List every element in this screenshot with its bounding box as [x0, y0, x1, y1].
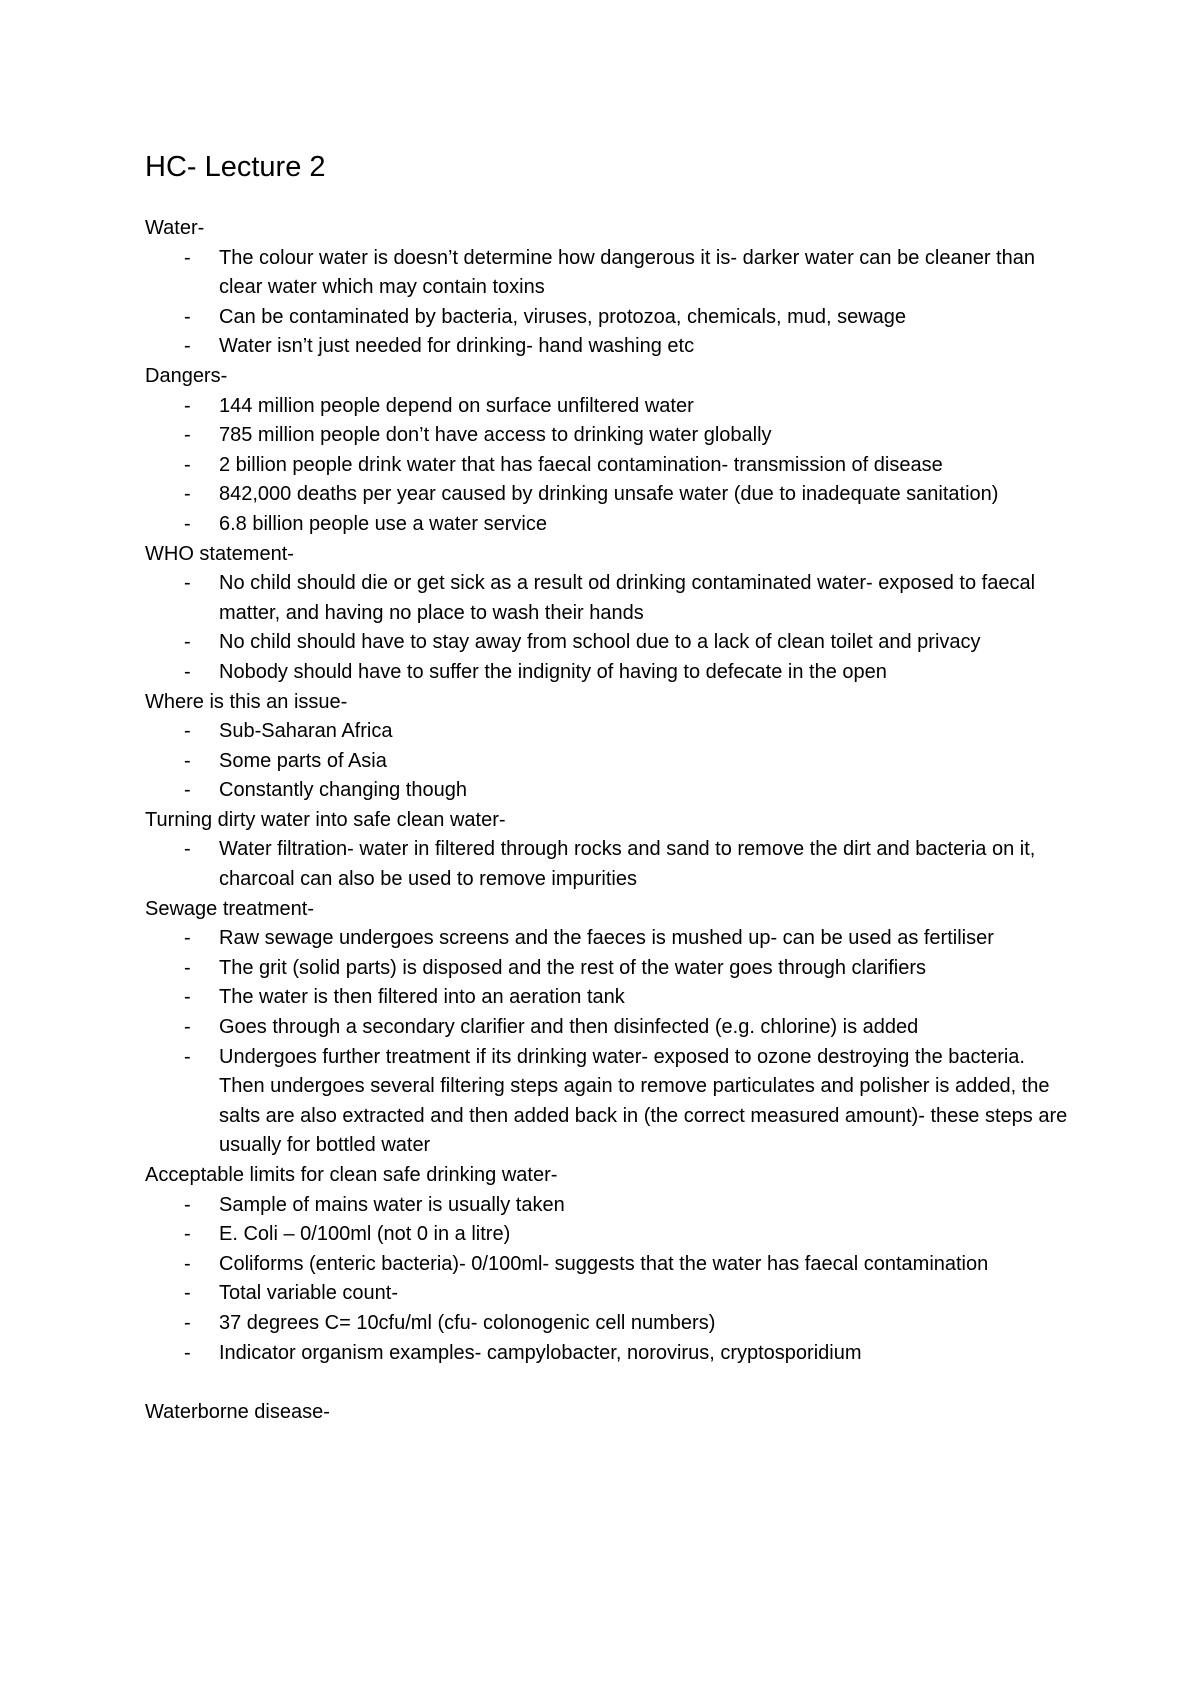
list-item — [145, 332, 1075, 362]
list-item-text: 6.8 billion people use a water service — [219, 512, 547, 535]
list-item — [145, 1309, 1075, 1339]
list-item-text: Can be contaminated by bacteria, viruses, protozoa, chemicals, mud, sewage — [219, 305, 907, 328]
section-heading: Water- — [145, 217, 205, 239]
blank-line — [145, 1368, 1075, 1398]
dash-bullet-icon: - — [184, 305, 191, 328]
section — [145, 806, 1075, 895]
bullet-list — [145, 835, 1075, 894]
dash-bullet-icon: - — [184, 720, 191, 743]
list-item — [145, 303, 1075, 333]
list-item-text: Indicator organism examples- campylobacter, norovirus, cryptosporidium — [219, 1341, 862, 1364]
list-item-text: 785 million people don’t have access to drinking water globally — [219, 424, 772, 447]
section — [145, 214, 1075, 362]
dash-bullet-icon: - — [184, 335, 191, 358]
list-item-text: Nobody should have to suffer the indignity of having to defecate in the open — [219, 660, 887, 683]
bullet-list — [145, 924, 1075, 1161]
list-item-text: The grit (solid parts) is disposed and the rest of the water goes through clarifiers — [219, 956, 927, 979]
section — [145, 895, 1075, 1161]
list-item — [145, 392, 1075, 422]
section-heading: Acceptable limits for clean safe drinking water- — [145, 1164, 558, 1186]
list-item-text: Sample of mains water is usually taken — [219, 1193, 565, 1216]
document-title: HC- Lecture 2 — [145, 151, 326, 183]
dash-bullet-icon: - — [184, 1193, 191, 1216]
list-item — [145, 954, 1075, 984]
dash-bullet-icon: - — [184, 394, 191, 417]
list-item-text: The water is then filtered into an aeration tank — [219, 986, 625, 1009]
dash-bullet-icon: - — [184, 956, 191, 979]
list-item-text: E. Coli – 0/100ml (not 0 in a litre) — [219, 1223, 511, 1246]
bullet-list — [145, 244, 1075, 362]
list-item — [145, 747, 1075, 777]
dash-bullet-icon: - — [184, 779, 191, 802]
list-item — [145, 569, 1075, 628]
list-item — [145, 658, 1075, 688]
list-item — [145, 510, 1075, 540]
dash-bullet-icon: - — [184, 631, 191, 654]
list-item-text: Goes through a secondary clarifier and then disinfected (e.g. chlorine) is added — [219, 1016, 919, 1039]
dash-bullet-icon: - — [184, 1016, 191, 1039]
document-page — [145, 145, 1075, 1427]
list-item-text: Total variable count- — [219, 1282, 398, 1305]
dash-bullet-icon: - — [184, 986, 191, 1009]
list-item — [145, 1250, 1075, 1280]
dash-bullet-icon: - — [184, 1223, 191, 1246]
list-item — [145, 480, 1075, 510]
dash-bullet-icon: - — [184, 424, 191, 447]
section-heading-waterborne-disease: Waterborne disease- — [145, 1400, 330, 1423]
list-item-text: No child should have to stay away from school due to a lack of clean toilet and privacy — [219, 631, 981, 654]
list-item — [145, 1013, 1075, 1043]
bullet-list — [145, 717, 1075, 806]
section — [145, 688, 1075, 806]
list-item — [145, 1339, 1075, 1369]
list-item-text: 842,000 deaths per year caused by drinking unsafe water (due to inadequate sanitation) — [219, 483, 999, 506]
section-heading: Turning dirty water into safe clean water- — [145, 808, 506, 831]
list-item-text: No child should die or get sick as a result od drinking contaminated water- exposed to faecal matter, and having no place to wash their hands — [219, 572, 1036, 624]
list-item-text: 144 million people depend on surface unfiltered water — [219, 394, 694, 417]
section-heading: Sewage treatment- — [145, 897, 314, 920]
bullet-list — [145, 1191, 1075, 1369]
dash-bullet-icon: - — [184, 749, 191, 772]
list-item-text: Constantly changing though — [219, 779, 467, 802]
list-item-text: Raw sewage undergoes screens and the faeces is mushed up- can be used as fertiliser — [219, 927, 994, 950]
list-item-text: Sub-Saharan Africa — [219, 720, 393, 743]
bullet-list — [145, 569, 1075, 687]
dash-bullet-icon: - — [184, 660, 191, 683]
list-item — [145, 1279, 1075, 1309]
section — [145, 1161, 1075, 1368]
list-item-text: Water isn’t just needed for drinking- hand washing etc — [219, 335, 695, 358]
dash-bullet-icon: - — [184, 1252, 191, 1275]
section — [145, 540, 1075, 688]
list-item — [145, 1191, 1075, 1221]
section-heading: Where is this an issue- — [145, 690, 348, 713]
section-heading: WHO statement- — [145, 542, 294, 565]
section-heading: Dangers- — [145, 364, 228, 387]
list-item-text: 37 degrees C= 10cfu/ml (cfu- colonogenic cell numbers) — [219, 1311, 716, 1334]
dash-bullet-icon: - — [184, 246, 191, 269]
dash-bullet-icon: - — [184, 453, 191, 476]
list-item-text: Some parts of Asia — [219, 749, 387, 772]
list-item — [145, 451, 1075, 481]
list-item-text: Undergoes further treatment if its drinking water- exposed to ozone destroying the bacteria. Then undergoes several filtering steps again to remove particulates and polisher is added, the salts are also extracted and then added back in (the correct measured amount)- these steps are usually for bottled water — [219, 1045, 1068, 1157]
dash-bullet-icon: - — [184, 512, 191, 535]
list-item-text: 2 billion people drink water that has faecal contamination- transmission of disease — [219, 453, 943, 476]
list-item — [145, 835, 1075, 894]
list-item — [145, 244, 1075, 303]
list-item — [145, 628, 1075, 658]
dash-bullet-icon: - — [184, 1282, 191, 1305]
list-item-text: Coliforms (enteric bacteria)- 0/100ml- suggests that the water has faecal contamination — [219, 1252, 989, 1275]
list-item-text: The colour water is doesn’t determine how dangerous it is- darker water can be cleaner than clear water which may contain toxins — [219, 246, 1035, 299]
dash-bullet-icon: - — [184, 572, 191, 595]
list-item — [145, 1043, 1075, 1161]
dash-bullet-icon: - — [184, 483, 191, 506]
dash-bullet-icon: - — [184, 838, 191, 861]
list-item — [145, 983, 1075, 1013]
list-item — [145, 1220, 1075, 1250]
section — [145, 362, 1075, 540]
dash-bullet-icon: - — [184, 1311, 191, 1334]
list-item — [145, 924, 1075, 954]
dash-bullet-icon: - — [184, 1045, 191, 1068]
dash-bullet-icon: - — [184, 927, 191, 950]
list-item — [145, 717, 1075, 747]
bullet-list — [145, 392, 1075, 540]
sections-container — [145, 214, 1075, 1368]
list-item-text: Water filtration- water in filtered through rocks and sand to remove the dirt and bacteria on it, charcoal can also be used to remove impurities — [219, 838, 1036, 891]
list-item — [145, 776, 1075, 806]
list-item — [145, 421, 1075, 451]
dash-bullet-icon: - — [184, 1341, 191, 1364]
